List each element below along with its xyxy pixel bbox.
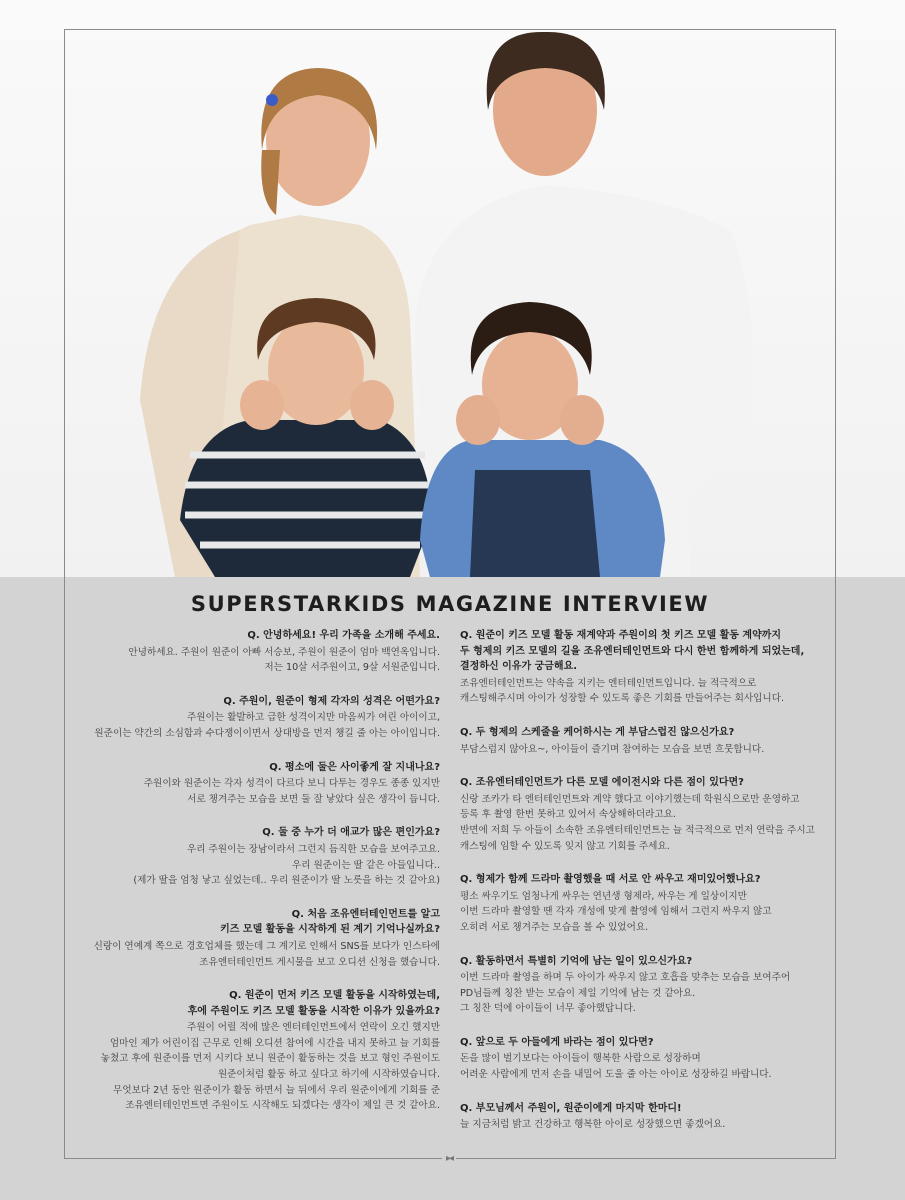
answer-line: 원준이는 약간의 소심함과 수다쟁이이면서 상대방을 먼저 챙길 줄 아는 아이입니다. <box>94 727 440 739</box>
qa-block <box>78 628 440 676</box>
question-line: Q. 안녕하세요! 우리 가족을 소개해 주세요. <box>247 630 440 641</box>
question-line: Q. 두 형제의 스케줄을 케어하시는 게 부담스럽진 않으신가요? <box>460 726 735 738</box>
answer-line: 주원이와 원준이는 각자 성격이 다르다 보니 다투는 경우도 종종 있지만 <box>143 778 440 790</box>
qa-block <box>460 628 830 707</box>
answer-line: 신랑이 연예계 쪽으로 경호업체를 했는데 그 계기로 인해서 SNS를 보다가 인스타에 <box>93 940 440 952</box>
answer-line: 캐스팅해주시며 아이가 성장할 수 있도록 좋은 기회를 만들어주는 회사입니다. <box>460 693 785 705</box>
question <box>78 760 440 776</box>
question <box>78 825 440 841</box>
answer-line: 주원이는 활발하고 급한 성격이지만 마음씨가 여린 아이이고, <box>186 712 440 724</box>
question <box>78 907 440 938</box>
answer <box>78 710 440 741</box>
answer-line: 신랑 조카가 타 엔터테인먼트와 계약 했다고 이야기했는데 학원식으로만 운영하고 <box>460 793 800 805</box>
page-title: SUPERSTARKIDS MAGAZINE INTERVIEW <box>190 592 710 616</box>
qa-block <box>78 825 440 888</box>
qa-block <box>460 775 830 854</box>
question <box>78 988 440 1019</box>
answer-line: 이번 드라마 촬영을 하며 두 아이가 싸우지 않고 호흡을 맞추는 모습을 보여주어 <box>460 972 791 984</box>
question <box>460 1035 830 1051</box>
qa-block <box>460 872 830 935</box>
answer-line: 조유엔터테인먼트는 약속을 지키는 엔터테인먼트입니다. 늘 적극적으로 <box>460 677 757 689</box>
qa-block <box>78 907 440 970</box>
answer-line: 반면에 저희 두 아들이 소속한 조유엔터테인먼트는 늘 적극적으로 먼저 연락을 주시고 <box>460 824 815 836</box>
answer <box>78 776 440 807</box>
answer-line: 돈을 많이 벌기보다는 아이들이 행복한 사람으로 성장하며 <box>460 1053 701 1065</box>
answer-line: 저는 10살 서주원이고, 9살 서원준입니다. <box>264 662 440 674</box>
question-line: Q. 부모님께서 주원이, 원준이에게 마지막 한마디! <box>460 1102 682 1114</box>
qa-block <box>78 760 440 808</box>
question-line: Q. 평소에 둘은 사이좋게 잘 지내나요? <box>269 761 440 773</box>
answer-line: 서로 챙겨주는 모습을 보면 둘 잘 낳았다 싶은 생각이 듭니다. <box>187 793 440 805</box>
question-line: Q. 원준이 먼저 키즈 모델 활동을 시작하였는데, <box>229 990 440 1002</box>
answer-line: PD님들께 칭찬 받는 모습이 제일 기억에 남는 것 같아요. <box>460 987 696 999</box>
question <box>460 954 830 970</box>
answer-line: 무엇보다 2년 동안 원준이가 활동 하면서 늘 뒤에서 우리 원준이에게 기회를 준 <box>113 1084 440 1096</box>
answer-line: 조유엔터테인먼트면 주원이도 시작해도 되겠다는 생각이 제일 큰 것 같아요. <box>125 1100 440 1112</box>
question-line: Q. 둘 중 누가 더 애교가 많은 편인가요? <box>262 827 440 839</box>
answer <box>78 1020 440 1114</box>
question <box>78 694 440 710</box>
answer <box>78 939 440 970</box>
question <box>460 1101 830 1117</box>
answer <box>78 645 440 676</box>
question-line: Q. 형제가 함께 드라마 촬영했을 때 서로 안 싸우고 재미있어했나요? <box>460 874 761 886</box>
answer-line: 늘 지금처럼 밝고 건강하고 행복한 아이로 성장했으면 좋겠어요. <box>460 1119 726 1131</box>
question <box>460 725 830 741</box>
question-line: Q. 처음 조유엔터테인먼트를 알고 <box>291 908 440 920</box>
answer-line: 놓쳤고 후에 원준이를 먼저 시키다 보니 원준이 활동하는 것을 보고 형인 주원이도 <box>100 1053 440 1065</box>
answer-line: 조유엔터테인먼트 게시물을 보고 오디션 신청을 했습니다. <box>199 956 440 968</box>
answer-line: 우리 원준이는 딸 같은 아들입니다.. <box>291 859 440 871</box>
answer-line: 우리 주원이는 장남이라서 그런지 듬직한 모습을 보여주고요. <box>186 843 440 855</box>
question-line: 두 형제의 키즈 모델의 길을 조유엔터테인먼트와 다시 한번 함께하게 되었는데, <box>460 645 805 657</box>
answer-line: 어려운 사람에게 먼저 손을 내밀어 도울 줄 아는 아이로 성장하길 바랍니다. <box>460 1069 772 1081</box>
answer <box>460 1051 830 1082</box>
answer <box>460 889 830 936</box>
answer <box>460 742 830 758</box>
question-line: Q. 주원이, 원준이 형제 각자의 성격은 어떤가요? <box>223 695 440 707</box>
answer-line: 그 칭찬 덕에 아이들이 너무 좋아했답니다. <box>460 1003 636 1015</box>
answer <box>460 970 830 1017</box>
answer-line: 안녕하세요. 주원이 원준이 아빠 서승보, 주원이 원준이 엄마 백연옥입니다. <box>128 646 440 658</box>
answer-line: 오히려 서로 챙겨주는 모습을 볼 수 있었어요. <box>460 921 649 933</box>
question-line: 후에 주원이도 키즈 모델 활동을 시작한 이유가 있을까요? <box>187 1005 440 1017</box>
question-line: 결정하신 이유가 궁금해요. <box>460 661 578 673</box>
question-line: 키즈 모델 활동을 시작하게 된 계기 기억나실까요? <box>220 924 440 936</box>
qa-block <box>78 988 440 1114</box>
qa-block <box>460 1035 830 1083</box>
question <box>460 872 830 888</box>
answer-line: 등록 후 촬영 한번 못하고 있어서 속상해하더라고요. <box>460 809 676 821</box>
frame-ornament: ▸◂ <box>442 1153 456 1164</box>
answer <box>78 842 440 889</box>
question-line: Q. 조유엔터테인먼트가 다른 모델 에이전시와 다른 점이 있다면? <box>460 777 744 789</box>
answer-line: 이번 드라마 촬영할 땐 각자 개성에 맞게 촬영에 임해서 그런지 싸우지 않고 <box>460 906 772 918</box>
interview-column-left <box>78 628 440 1132</box>
qa-block <box>78 694 440 742</box>
qa-block <box>460 725 830 757</box>
question-line: Q. 원준이 키즈 모델 활동 재계약과 주원이의 첫 키즈 모델 활동 계약까지 <box>460 630 782 641</box>
answer-line: 엄마인 제가 어린이집 근무로 인해 오디션 참여에 시간을 내지 못하고 늘 기회를 <box>109 1037 440 1049</box>
answer-line: 주원이 어릴 적에 많은 엔터테인먼트에서 연락이 오긴 했지만 <box>186 1022 440 1034</box>
answer-line: 부담스럽지 않아요~, 아이들이 즐기며 참여하는 모습을 보면 흐뭇합니다. <box>460 743 765 755</box>
question-line: Q. 활동하면서 특별히 기억에 남는 일이 있으신가요? <box>460 955 693 967</box>
answer <box>460 1117 830 1133</box>
question <box>460 628 830 675</box>
interview-column-right <box>460 628 830 1151</box>
qa-block <box>460 1101 830 1133</box>
answer-line: 캐스팅에 임할 수 있도록 잊지 않고 기회를 주세요. <box>460 840 670 852</box>
question <box>460 775 830 791</box>
answer <box>460 792 830 854</box>
answer-line: 원준이처럼 활동 하고 싶다고 하기에 시작하였습니다. <box>217 1069 440 1081</box>
question-line: Q. 앞으로 두 아들에게 바라는 점이 있다면? <box>460 1036 654 1048</box>
answer-line: 평소 싸우기도 엄청나게 싸우는 연년생 형제라, 싸우는 게 일상이지만 <box>460 890 747 902</box>
answer <box>460 676 830 707</box>
question <box>78 628 440 644</box>
qa-block <box>460 954 830 1017</box>
answer-line: (제가 딸을 엄청 낳고 싶었는데.. 우리 원준이가 딸 노릇을 하는 것 같아요) <box>133 875 440 887</box>
